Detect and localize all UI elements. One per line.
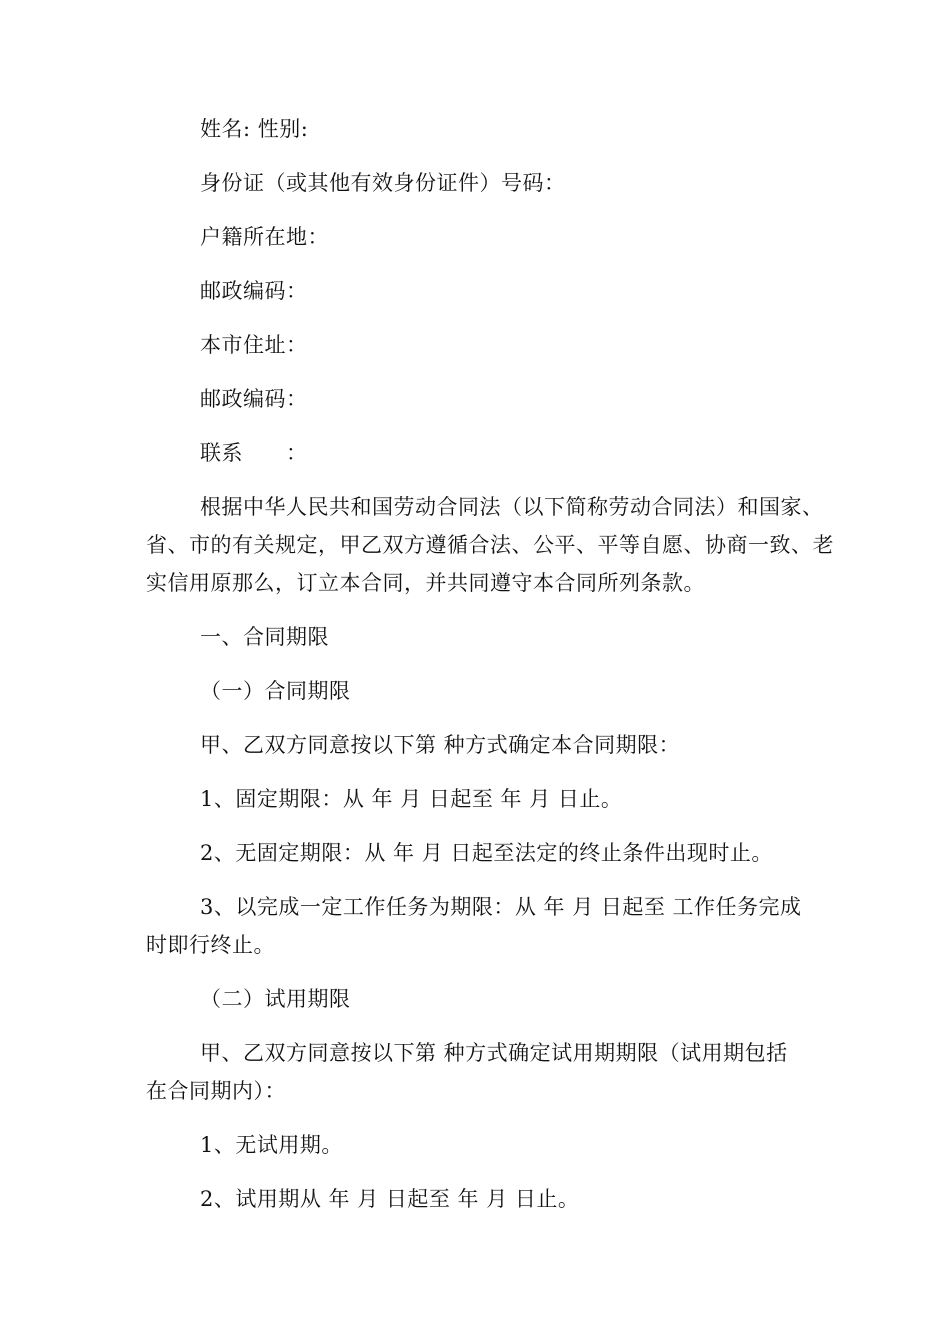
postal-code-line-2: 邮政编码：: [200, 387, 308, 411]
contact-line: 联系 ：: [200, 441, 308, 465]
postal-code-line: 邮政编码：: [200, 279, 308, 303]
section-heading-contract-term: 一、合同期限: [200, 625, 329, 649]
subsection-heading-contract-term: （一）合同期限: [200, 679, 351, 703]
fixed-term-line: 1、固定期限：从 年 月 日起至 年 月 日止。: [200, 787, 623, 811]
household-registration-line: 户籍所在地：: [200, 225, 329, 249]
subsection-heading-probation: （二）试用期限: [200, 987, 351, 1011]
id-number-line: 身份证（或其他有效身份证件）号码：: [200, 171, 566, 195]
local-address-line: 本市住址：: [200, 333, 308, 357]
task-based-term-paragraph: 3、以完成一定工作任务为期限：从 年 月 日起至 工作任务完成时即行终止。: [146, 895, 802, 957]
contract-term-method-line: 甲、乙双方同意按以下第 种方式确定本合同期限：: [200, 733, 681, 757]
preamble-paragraph: 根据中华人民共和国劳动合同法（以下简称劳动合同法）和国家、省、市的有关规定，甲乙双方遵循合法、公平、平等自愿、协商一致、老实信用原那么，订立本合同，并共同遵守本合同所列条款。: [146, 495, 834, 595]
probation-period-line: 2、试用期从 年 月 日起至 年 月 日止。: [200, 1187, 580, 1211]
probation-method-paragraph: 甲、乙双方同意按以下第 种方式确定试用期期限（试用期包括在合同期内）：: [146, 1041, 788, 1103]
open-term-line: 2、无固定期限：从 年 月 日起至法定的终止条件出现时止。: [200, 841, 773, 865]
no-probation-line: 1、无试用期。: [200, 1133, 343, 1157]
name-gender-line: 姓名: 性别:: [200, 117, 309, 141]
